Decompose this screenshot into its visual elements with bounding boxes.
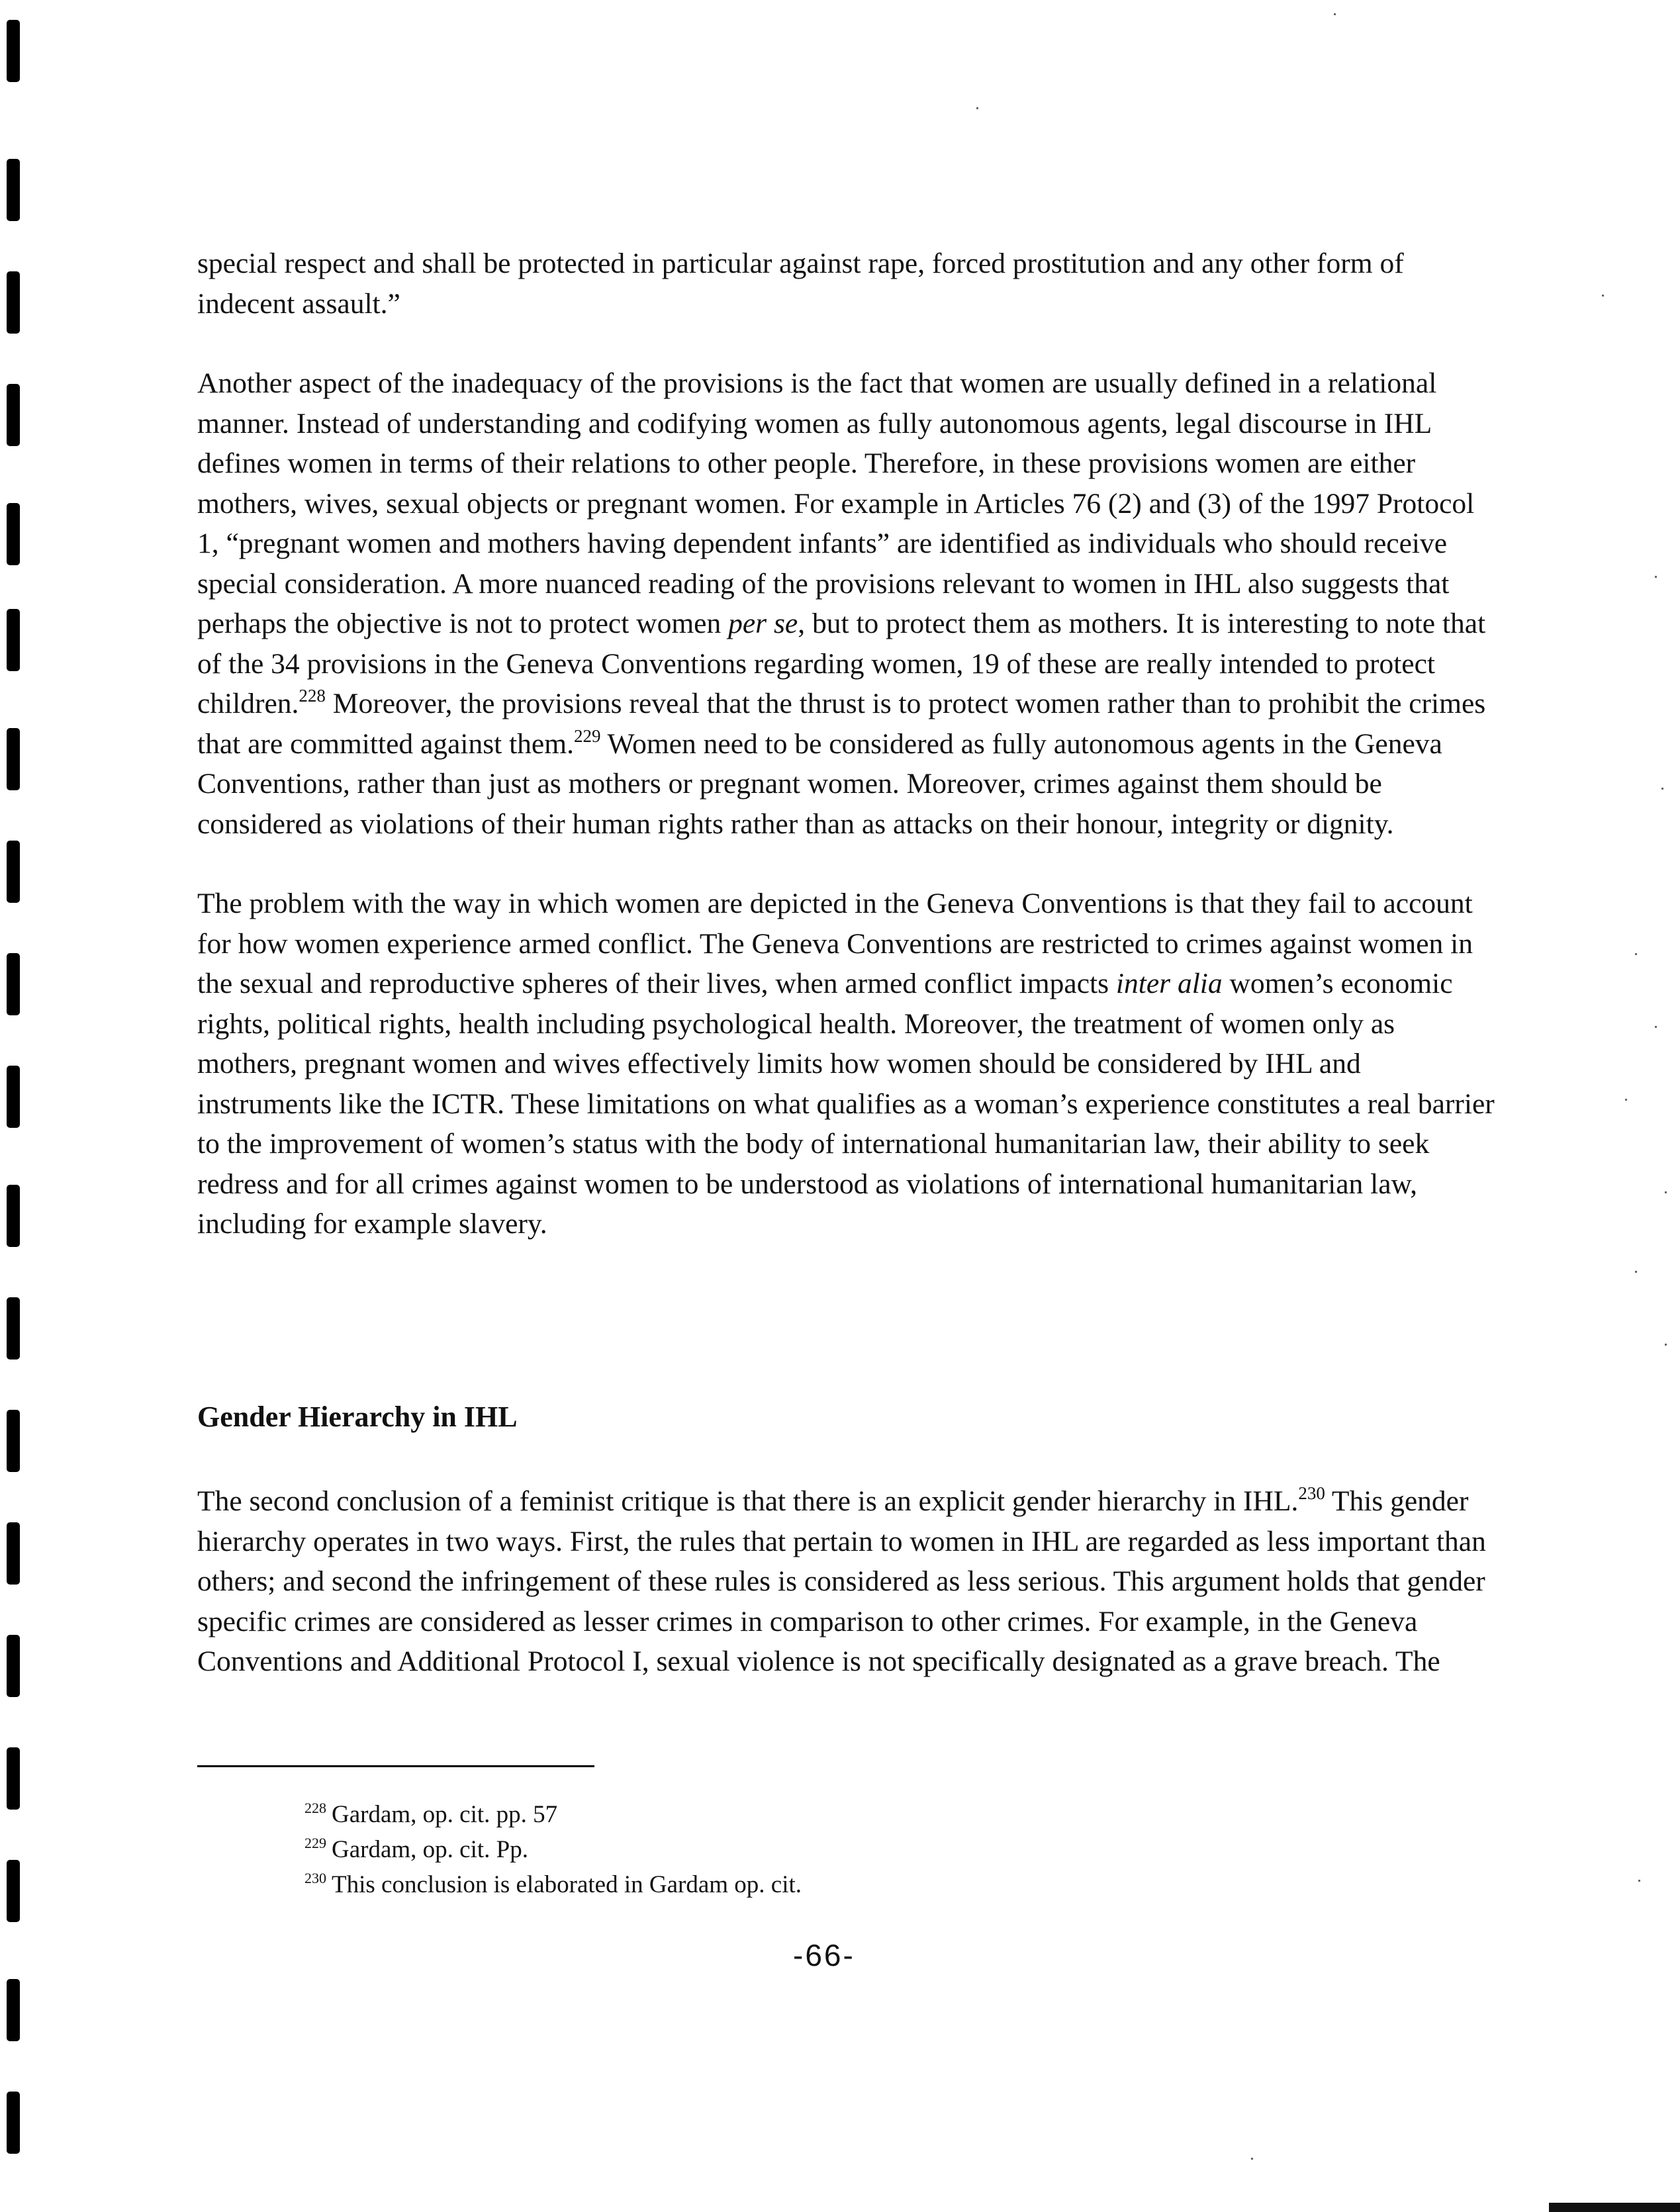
footnote-ref: 229 xyxy=(573,725,601,746)
italic-text: inter alia xyxy=(1115,968,1223,999)
speck xyxy=(1625,1099,1627,1101)
text-run: The problem with the way in which women are depicted in the Geneva Conventions is that they fail to account for how women experience armed conflict. The Geneva Conventions are restricted to crimes against women in the sexual and reproductive spheres of their lives, when armed conflict impacts xyxy=(197,888,1473,999)
text-run: Another aspect of the inadequacy of the provisions is the fact that women are usually defined in a relational manner. Instead of understanding and codifying women as fully autonomous agents, legal discourse in IHL defines women in terms of their relations to other people. Therefore, in these provisions women are either mothers, wives, sexual objects or pregnant women. For example in Articles 76 (2) and (3) of the 1997 Protocol 1, “pregnant women and mothers having dependent infants” are identified as individuals who should receive special consideration. A more nuanced reading of the provisions relevant to women in IHL also suggests that perhaps the objective is not to protect women xyxy=(197,367,1475,639)
text-run: women’s economic rights, political rights, health including psychological health. Moreover, the treatment of women only as mothers, pregnant women and wives effectively limits how women should be considered by IHL and instruments like the ICTR. These limitations on what qualifies as a woman’s experience constitutes a real barrier to the improvement of women’s status with the body of international humanitarian law, their ability to seek redress and for all crimes against women to be understood as violations of international humanitarian law, including for example slavery. xyxy=(197,968,1495,1240)
punch-mark xyxy=(7,841,20,903)
speck xyxy=(1665,1344,1667,1346)
paragraph-text xyxy=(197,1481,1495,1682)
paragraph-text xyxy=(197,884,1495,1244)
speck xyxy=(1655,1026,1657,1028)
punch-mark xyxy=(7,1979,20,2041)
footnote-number: 230 xyxy=(304,1870,326,1886)
punch-mark xyxy=(7,1747,20,1810)
footnote-text: Gardam, op. cit. pp. 57 xyxy=(332,1801,558,1828)
paragraph-text xyxy=(197,363,1495,844)
speck xyxy=(1602,295,1604,297)
footnote-number: 228 xyxy=(304,1800,326,1816)
punch-mark xyxy=(7,1066,20,1128)
section-heading: Gender Hierarchy in IHL xyxy=(197,1401,518,1433)
punch-mark xyxy=(7,1522,20,1585)
text-run: , but to protect them as mothers. It is interesting to note that of the 34 provisions in the Geneva Conventions regarding women, 19 of these are really intended to protect children. xyxy=(197,608,1486,719)
punch-mark xyxy=(7,1185,20,1247)
footnote-number: 229 xyxy=(304,1835,326,1851)
punch-mark xyxy=(7,1410,20,1472)
punch-mark xyxy=(7,159,20,221)
scan-edge-bar xyxy=(1549,2203,1680,2212)
punch-mark xyxy=(7,271,20,334)
text-run: The second conclusion of a feminist critique is that there is an explicit gender hierarchy in IHL. xyxy=(197,1485,1299,1517)
punch-mark xyxy=(7,503,20,565)
punch-mark xyxy=(7,20,20,82)
paragraph-text xyxy=(197,244,1495,324)
speck xyxy=(1635,1271,1637,1273)
speck xyxy=(1655,576,1657,578)
footnote xyxy=(304,1832,802,1867)
punch-mark xyxy=(7,1297,20,1359)
speck xyxy=(1661,788,1663,790)
body-text-continued xyxy=(197,1481,1495,1682)
speck xyxy=(1665,1191,1667,1193)
punch-mark xyxy=(7,2092,20,2154)
footnotes xyxy=(304,1797,802,1902)
page-number: -66- xyxy=(793,1938,855,1972)
paragraph xyxy=(197,244,1495,324)
text-run: This gender hierarchy operates in two ways. First, the rules that pertain to women in IHL are regarded as less important than others; and second the infringement of these rules is considered as less serious. This argument holds that gender specific crimes are considered as lesser crimes in comparison to other crimes. For example, in the Geneva Conventions and Additional Protocol I, sexual violence is not specifically designated as a grave breach. The xyxy=(197,1485,1486,1677)
footnote xyxy=(304,1797,802,1832)
footnote-ref: 230 xyxy=(1298,1483,1325,1503)
text-run: Women need to be considered as fully autonomous agents in the Geneva Conventions, rather than just as mothers or pregnant women. Moreover, crimes against them should be considered as violations of their human rights rather than as attacks on their honour, integrity or dignity. xyxy=(197,727,1442,840)
footnote-text: This conclusion is elaborated in Gardam op. cit. xyxy=(332,1871,802,1898)
punch-mark xyxy=(7,1635,20,1697)
speck xyxy=(1334,13,1336,15)
punch-mark xyxy=(7,609,20,671)
speck xyxy=(976,107,978,109)
punch-mark xyxy=(7,384,20,446)
text-run: Moreover, the provisions reveal that the thrust is to protect women rather than to prohibit the crimes that are committed against them. xyxy=(197,688,1486,760)
footnote-text: Gardam, op. cit. Pp. xyxy=(332,1836,528,1863)
footnote xyxy=(304,1867,802,1902)
speck xyxy=(1251,2158,1253,2160)
paragraph xyxy=(197,884,1495,1244)
punch-mark xyxy=(7,728,20,790)
text-run: special respect and shall be protected in particular against rape, forced prostitution and any other form of indecent assault.” xyxy=(197,248,1404,320)
speck xyxy=(1635,953,1637,955)
speck xyxy=(1638,1880,1640,1882)
punch-mark xyxy=(7,953,20,1015)
italic-text: per se xyxy=(728,608,798,639)
footnote-separator xyxy=(197,1765,594,1767)
paragraph xyxy=(197,363,1495,844)
paragraph xyxy=(197,1481,1495,1682)
body-text xyxy=(197,244,1495,1244)
punch-mark xyxy=(7,1860,20,1922)
footnote-ref: 228 xyxy=(299,686,326,706)
